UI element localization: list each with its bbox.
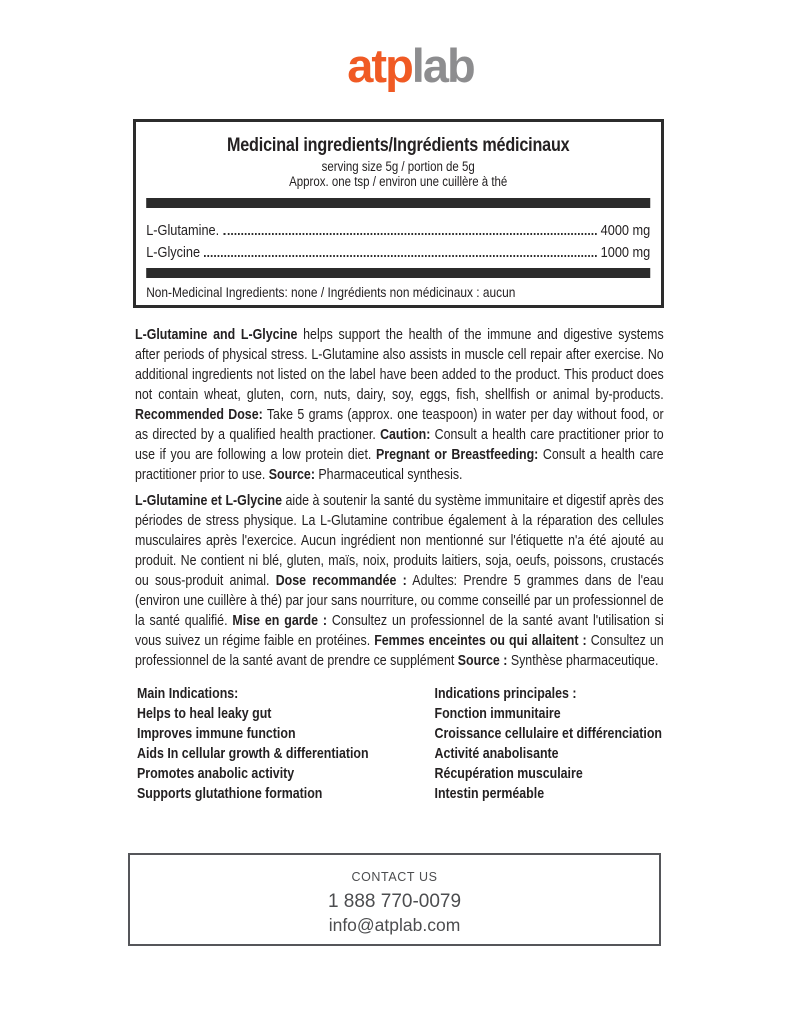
indication-item: Récupération musculaire bbox=[434, 766, 583, 782]
ingredient-name: L-Glutamine. bbox=[146, 222, 220, 239]
medicinal-ingredients-content bbox=[136, 135, 660, 300]
ingredient-list bbox=[146, 220, 650, 264]
logo-text-lab: lab bbox=[411, 39, 474, 92]
indications-french-title: Indications principales : bbox=[434, 686, 577, 702]
indication-item: Activité anabolisante bbox=[434, 746, 559, 762]
indication-item: Fonction immunitaire bbox=[434, 706, 561, 722]
indications-columns bbox=[137, 684, 664, 804]
contact-heading: CONTACT US bbox=[351, 870, 438, 884]
ingredient-row bbox=[146, 220, 650, 242]
divider-bar-bottom bbox=[146, 268, 650, 278]
ingredient-amount: 4000 mg bbox=[600, 222, 651, 239]
ingredient-row bbox=[146, 242, 650, 264]
indication-item: Croissance cellulaire et différenciation bbox=[434, 726, 663, 742]
indications-french bbox=[435, 684, 665, 804]
ingredient-amount: 1000 mg bbox=[600, 244, 651, 261]
brand-logo bbox=[0, 41, 791, 91]
panel-title: Medicinal ingredients/Ingrédients médicinaux bbox=[226, 135, 570, 156]
description-section bbox=[135, 325, 664, 671]
indication-item: Promotes anabolic activity bbox=[137, 766, 295, 782]
indication-item: Supports glutathione formation bbox=[137, 786, 323, 802]
logo-text-atp: atp bbox=[347, 39, 412, 92]
serving-size-line: serving size 5g / portion de 5g bbox=[321, 159, 475, 174]
english-description: L-Glutamine and L-Glycine helps support the health of the immune and digestive systems after periods of physical stress. L-Glutamine also assists in muscle cell repair after exercise. No additional ingredients not listed on the label have been added to the product. This product does not contain wheat, gluten, corn, nuts, dairy, soy, eggs, fish, shellfish or animal by-products. Recommended Dose: Take 5 grams (approx. one teaspoon) in water per day without food, or as directed by a qualified health practioner. Caution: Consult a health care practitioner prior to use if you are following a low protein diet. Pregnant or Breastfeeding: Consult a health care practitioner prior to use. Source: Pharmaceutical synthesis. bbox=[135, 327, 664, 483]
serving-approx-line: Approx. one tsp / environ une cuillère à thé bbox=[289, 173, 508, 189]
contact-phone: 1 888 770-0079 bbox=[327, 891, 462, 912]
contact-email: info@atplab.com bbox=[328, 915, 461, 935]
medicinal-ingredients-panel bbox=[133, 119, 664, 308]
indications-english bbox=[137, 684, 435, 804]
description-content bbox=[135, 325, 664, 671]
dotted-leader bbox=[204, 255, 596, 257]
non-medicinal-line: Non-Medicinal Ingredients: none / Ingrédients non médicinaux : aucun bbox=[146, 284, 516, 300]
divider-bar-top bbox=[146, 198, 650, 208]
indications-section bbox=[137, 684, 664, 804]
indication-item: Aids In cellular growth & differentiation bbox=[137, 746, 369, 762]
indication-item: Improves immune function bbox=[137, 726, 296, 742]
contact-box bbox=[128, 853, 661, 946]
french-description: L-Glutamine et L-Glycine aide à soutenir la santé du système immunitaire et digestif après des périodes de stress physique. La L-Glutamine contribue également à la réparation des cellules musculaires après l'exercice. Aucun ingrédient non mentionné sur l'étiquette n'a été ajouté au produit. Ne contient ni blé, gluten, maïs, noix, produits laitiers, soja, oeufs, poissons, crustacés ou sous-produit animal. Dose recommandée : Adultes: Prendre 5 grammes dans de l'eau (environ une cuillère à thé) par jour sans nourriture, ou comme conseillé par un professionnel de la santé qualifié. Mise en garde : Consultez un professionnel de la santé avant l'utilisation si vous suivez un régime faible en protéines. Femmes enceintes ou qui allaitent : Consultez un professionnel de la santé avant de prendre ce supplément Source : Synthèse pharmaceutique. bbox=[135, 493, 664, 669]
indication-item: Helps to heal leaky gut bbox=[137, 706, 272, 722]
ingredient-name: L-Glycine bbox=[146, 244, 201, 261]
indication-item: Intestin perméable bbox=[434, 786, 545, 802]
dotted-leader bbox=[223, 233, 596, 235]
indications-english-title: Main Indications: bbox=[137, 686, 239, 702]
logo-wordmark bbox=[347, 41, 473, 91]
